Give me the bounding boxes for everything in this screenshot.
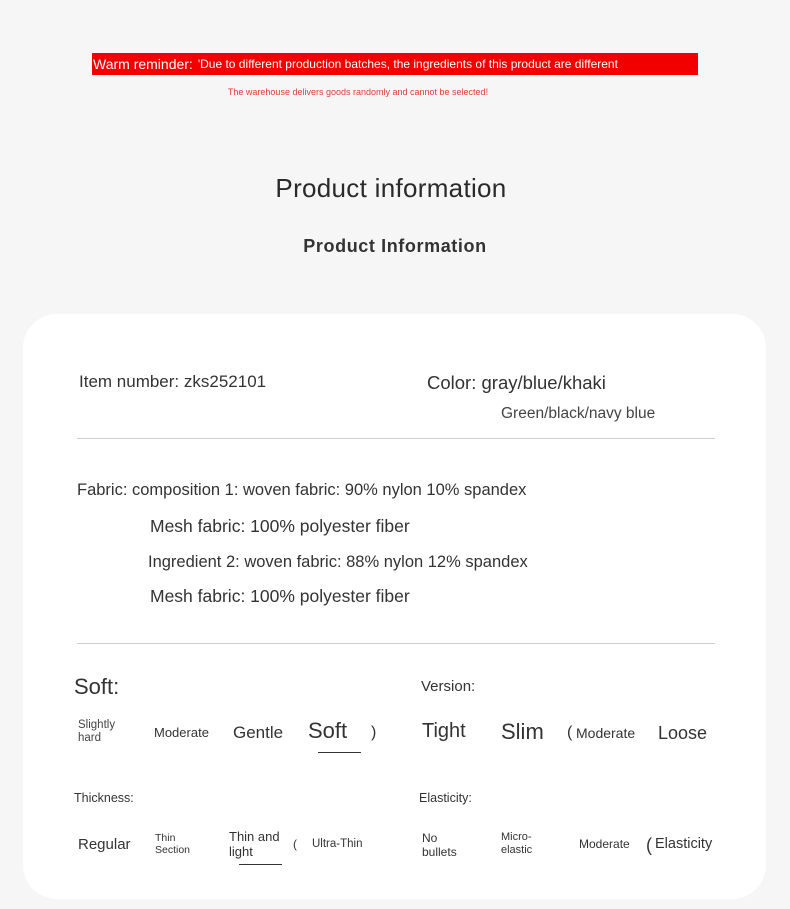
soft-title: Soft:: [74, 674, 120, 699]
version-option-tight: Tight: [422, 720, 466, 742]
warning-label: Warm reminder:: [93, 56, 193, 72]
thickness-selected-underline: [239, 864, 282, 865]
elasticity-option-no-bullets: No bullets: [422, 831, 457, 859]
color-line-extra: Green/black/navy blue: [501, 405, 656, 422]
warning-subtext: The warehouse delivers goods randomly and cannot be selected!: [227, 87, 489, 97]
version-option-slim: Slim: [501, 719, 544, 744]
soft-option-soft: Soft: [308, 718, 348, 743]
thickness-marker: (: [293, 837, 297, 851]
fabric-line-4: Mesh fabric: 100% polyester fiber: [150, 586, 410, 606]
divider-bottom: [77, 643, 715, 644]
thickness-option-regular: Regular: [78, 836, 131, 853]
version-title: Version:: [421, 678, 476, 695]
version-option-moderate: Moderate: [576, 725, 636, 741]
elasticity-marker: (: [646, 835, 652, 855]
thickness-option-thin-and-light: Thin and light: [229, 829, 280, 859]
elasticity-option-moderate: Moderate: [579, 837, 630, 851]
fabric-line-3: Ingredient 2: woven fabric: 88% nylon 12% spandex: [148, 553, 528, 571]
item-number: Item number: zks252101: [79, 372, 267, 391]
divider-top: [77, 438, 715, 439]
page-subtitle: Product Information: [303, 236, 487, 256]
elasticity-option-micro-elastic: Micro-elastic: [501, 831, 533, 856]
version-option-loose: Loose: [658, 723, 708, 743]
soft-option-gentle: Gentle: [233, 723, 284, 742]
soft-marker: ): [371, 724, 377, 741]
fabric-line-1: Fabric: composition 1: woven fabric: 90% nylon 10% spandex: [77, 481, 527, 499]
elasticity-title: Elasticity:: [419, 791, 472, 805]
thickness-title: Thickness:: [74, 791, 134, 805]
soft-option-moderate: Moderate: [154, 725, 209, 740]
product-info-card: [23, 314, 766, 899]
fabric-line-2: Mesh fabric: 100% polyester fiber: [150, 516, 410, 536]
color-line: Color: gray/blue/khaki: [427, 372, 606, 393]
warning-message: 'Due to different production batches, the ingredients of this product are different: [197, 57, 618, 71]
thickness-option-ultra-thin: Ultra-Thin: [312, 838, 363, 850]
thickness-option-thin-section: Thin Section: [155, 832, 191, 857]
soft-option-slightly-hard: Slightly hard: [78, 719, 116, 745]
warning-banner: [92, 53, 698, 75]
elasticity-option-elasticity: Elasticity: [655, 836, 713, 852]
page-title: Product information: [275, 173, 507, 203]
version-marker: (: [567, 724, 573, 741]
soft-selected-underline: [318, 752, 361, 753]
